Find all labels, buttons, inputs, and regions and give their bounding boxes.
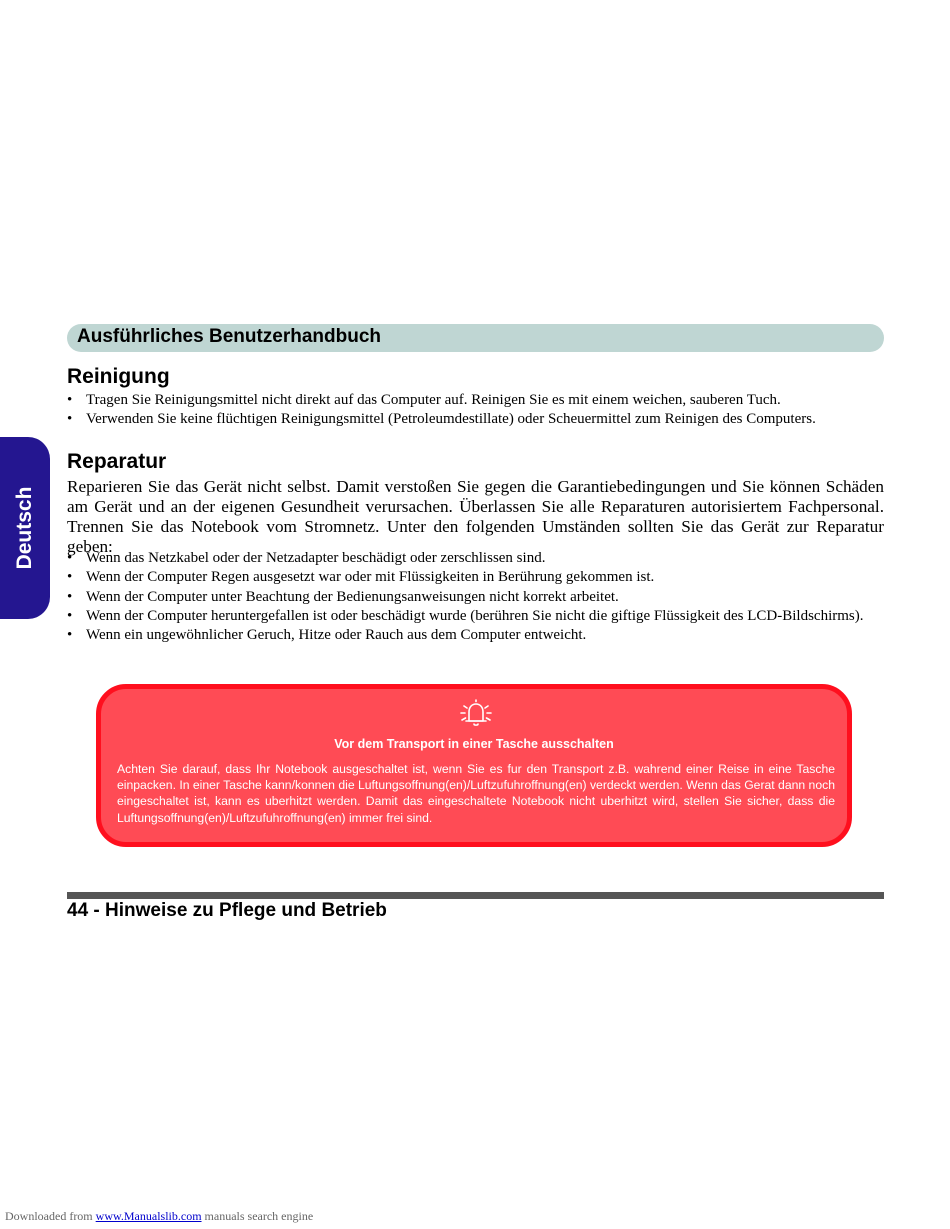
cleaning-list — [67, 391, 887, 430]
download-note-suffix: manuals search engine — [201, 1209, 314, 1223]
repair-list-item: • Wenn der Computer Regen ausgesetzt war oder mit Flüssigkeiten in Berührung gekommen ist. — [67, 568, 887, 587]
footer-divider — [67, 892, 884, 899]
repair-list — [67, 549, 887, 645]
language-side-tab — [0, 437, 50, 619]
repair-list-item: • Wenn der Computer heruntergefallen ist oder beschädigt wurde (berühren Sie nicht die giftige Flüssigkeit des LCD-Bildschirms). — [67, 607, 887, 626]
manualslib-link[interactable]: www.Manualslib.com — [95, 1209, 202, 1223]
warning-box — [96, 684, 852, 847]
repair-list-item: • Wenn ein ungewöhnlicher Geruch, Hitze oder Rauch aus dem Computer entweicht. — [67, 626, 887, 645]
manual-header-title: Ausführliches Benutzerhandbuch — [77, 326, 382, 347]
cleaning-list-item: • Tragen Sie Reinigungsmittel nicht direkt auf das Computer auf. Reinigen Sie es mit einem weichen, sauberen Tuch. — [67, 391, 887, 410]
warning-text: Achten Sie darauf, dass Ihr Notebook ausgeschaltet ist, wenn Sie es fur den Transport z.B. wahrend einer Reise in eine Tasche einpacken. In einer Tasche kann/konnen die Luftungsoffnung(en)/Luftzufuhroffnung(en) verdeckt werden. Wenn das Gerat dann noch eingeschaltet ist, kann es uberhitzt werden. Damit das eingeschaltete Notebook nicht uberhitzt wird, stellen Sie sicher, dass die Luftungsoffnung(en)/Luftzufuhroffnung(en) immer frei sind. — [117, 762, 835, 825]
repair-list-item: • Wenn der Computer unter Beachtung der Bedienungsanweisungen nicht korrekt arbeitet. — [67, 588, 887, 607]
cleaning-list-item: • Verwenden Sie keine flüchtigen Reinigungsmittel (Petroleumdestillate) oder Scheuermittel zum Reinigen des Computers. — [67, 410, 887, 429]
repair-section-title: Reparatur — [67, 450, 167, 473]
language-side-tab-label: Deutsch — [13, 486, 36, 570]
alarm-bell-icon — [456, 697, 496, 729]
download-note — [5, 1208, 313, 1224]
download-note-prefix: Downloaded from — [5, 1209, 96, 1223]
repair-intro-paragraph: Reparieren Sie das Gerät nicht selbst. Damit verstoßen Sie gegen die Garantiebedingungen und Sie können Schäden am Gerät und an der eigenen Gesundheit verursachen. Überlassen Sie alle Reparaturen autorisiertem Fachpersonal. Trennen Sie das Notebook vom Stromnetz. Unter den folgenden Umständen sollten Sie das Gerät zur Reparatur geben: — [67, 477, 884, 556]
manual-header-bar — [67, 324, 884, 352]
repair-list-item: • Wenn das Netzkabel oder der Netzadapter beschädigt oder zerschlissen sind. — [67, 549, 887, 568]
warning-title: Vor dem Transport in einer Tasche ausschalten — [334, 737, 614, 751]
footer-page-label: 44 - Hinweise zu Pflege und Betrieb — [67, 900, 387, 921]
cleaning-section-title: Reinigung — [67, 365, 170, 388]
